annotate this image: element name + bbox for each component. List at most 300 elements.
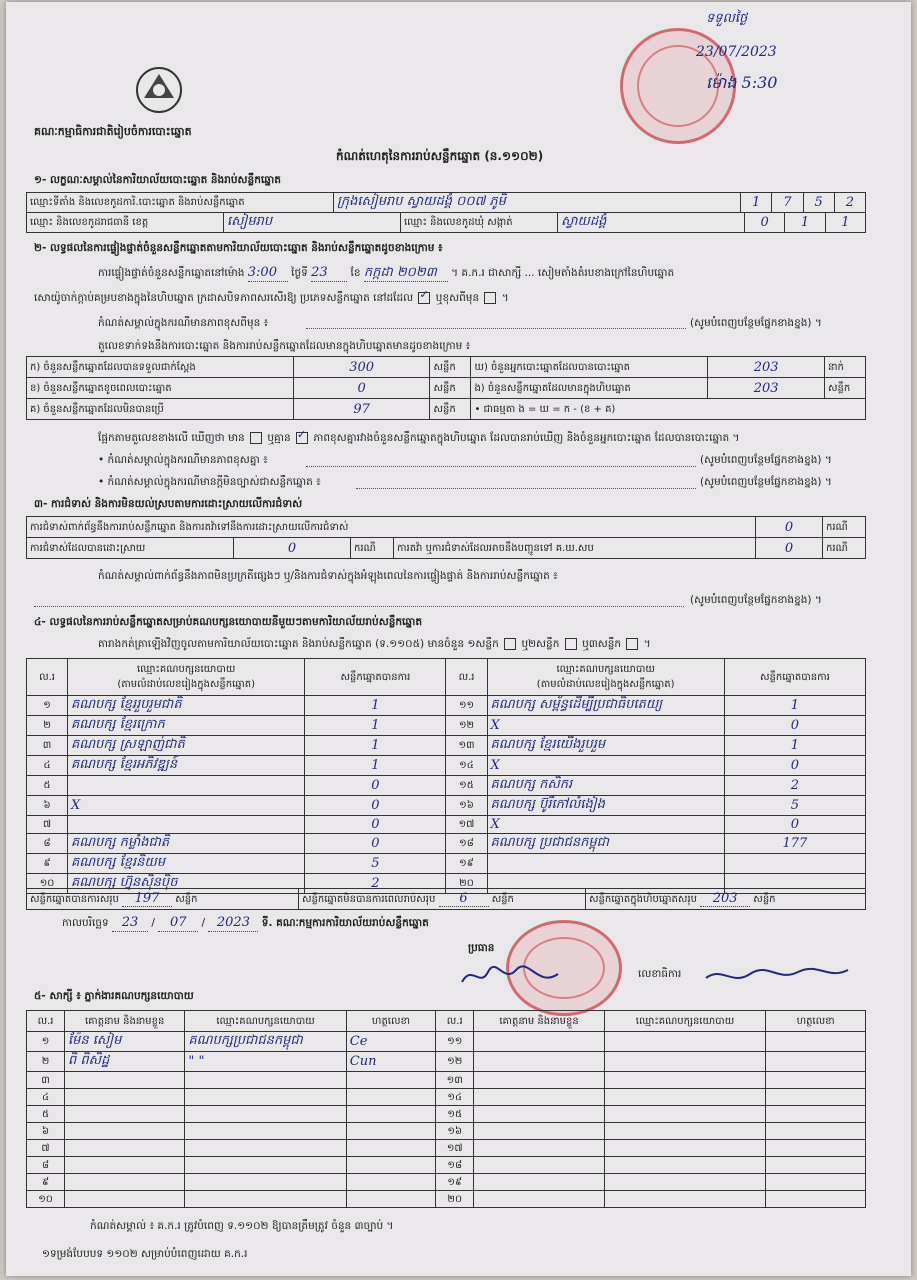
witness-party bbox=[604, 1032, 765, 1052]
party-no: ១៥ bbox=[446, 776, 487, 796]
footer-form: ១ទម្រង់បែបបទ ១១០២ សម្រាប់បំពេញដោយ គ.ក.រ bbox=[42, 1248, 248, 1260]
party-no: ៥ bbox=[27, 776, 68, 796]
witness-no: ២០ bbox=[436, 1191, 474, 1208]
witness-party bbox=[185, 1089, 346, 1106]
spoiled-value: 0 bbox=[293, 378, 430, 399]
votes-row bbox=[27, 816, 866, 834]
witness-party bbox=[185, 1191, 346, 1208]
witness-no: ៨ bbox=[27, 1157, 65, 1174]
counts-row bbox=[27, 357, 866, 378]
witness-no: ១៥ bbox=[436, 1106, 474, 1123]
witness-signature bbox=[766, 1072, 866, 1089]
party-votes: 5 bbox=[724, 796, 865, 816]
votes-row bbox=[27, 716, 866, 736]
party-no: ១៣ bbox=[446, 736, 487, 756]
witness-no: ១៧ bbox=[436, 1140, 474, 1157]
party-name: គណបក្ស កសិករ bbox=[487, 776, 724, 796]
s2-note1-line bbox=[306, 328, 686, 329]
party-name bbox=[487, 854, 724, 874]
two-sheets-checkbox[interactable] bbox=[565, 638, 577, 650]
witness-name bbox=[65, 1089, 185, 1106]
witness-signature bbox=[346, 1123, 435, 1140]
objections-label: ការជំទាស់ពាក់ព័ន្ធនឹងការរាប់សន្លឹកឆ្នោត និងការតវ៉ាទៅនឹងការដោះស្រាយលើការជំទាស់ bbox=[27, 517, 756, 538]
commune-label: ឈ្មោះ និងលេខកូដឃុំ សង្កាត់ bbox=[401, 213, 558, 233]
witness-header-row bbox=[27, 1011, 866, 1032]
witness-no: ៧ bbox=[27, 1140, 65, 1157]
party-no: ៩ bbox=[27, 854, 68, 874]
party-name: គណបក្ស ប្រជាជនកម្ពុជា bbox=[487, 834, 724, 854]
party-votes: 1 bbox=[305, 756, 446, 776]
counts-table bbox=[26, 356, 866, 420]
witness-row bbox=[27, 1032, 866, 1052]
s2-line1-b: ថ្ងៃទី bbox=[291, 267, 308, 279]
party-no: ៣ bbox=[27, 736, 68, 756]
party-name: គណបក្ស ស្រឡាញ់ជាតិ bbox=[68, 736, 305, 756]
party-votes: 0 bbox=[724, 756, 865, 776]
date-year: 2023 bbox=[208, 916, 258, 932]
party-name: X bbox=[487, 716, 724, 736]
party-name: គណបក្ស ហ្វ៊ុនស៊ិនប៉ិច bbox=[68, 874, 305, 894]
votes-row bbox=[27, 776, 866, 796]
party-name: X bbox=[487, 756, 724, 776]
s3-note: កំណត់សម្គាល់ពាក់ព័ន្ធនឹងភាពមិនប្រក្រតីផ្សេងៗ ឬ/និងការជំទាស់ក្នុងអំឡុងពេលនៃការផ្ទៀងផ្ទាត់ និងការរាប់សន្លឹកឆ្នោត ៖ bbox=[98, 570, 558, 582]
received-note: ទទួលថ្ងៃ bbox=[706, 11, 748, 26]
witness-row bbox=[27, 1052, 866, 1072]
party-no: ១៦ bbox=[446, 796, 487, 816]
witness-no: ១០ bbox=[27, 1191, 65, 1208]
votes-header-row bbox=[27, 659, 866, 696]
party-votes: 1 bbox=[305, 716, 446, 736]
section-1-heading: ១- លក្ខណៈសម្គាល់នៃការិយាល័យបោះឆ្នោត និងរាប់សន្លឹកឆ្នោត bbox=[34, 174, 281, 186]
party-no: ១០ bbox=[27, 874, 68, 894]
col-sign: ហត្ថលេខា bbox=[346, 1011, 435, 1032]
party-name bbox=[68, 776, 305, 796]
s2-note1: កំណត់សម្គាល់ក្នុងករណីមានភាពខុសពីមុន ៖ bbox=[98, 317, 269, 329]
s3-hint: (សូមបំពេញបន្ថែមផ្នែកខាងខ្នង) ។ bbox=[690, 594, 822, 606]
s2-after-b: ឬគ្មាន bbox=[267, 432, 291, 444]
s2-bullet1: • កំណត់សម្គាល់ក្នុងករណីមានភាពខុសគ្នា ៖ bbox=[98, 454, 268, 466]
counts-row bbox=[27, 399, 866, 420]
code-digit: 5 bbox=[803, 193, 834, 213]
form-title: កំណត់ហេតុនៃការរាប់សន្លឹកឆ្នោត (ន.១១០២) bbox=[336, 149, 544, 163]
s2-after bbox=[98, 432, 739, 444]
party-no: ២ bbox=[27, 716, 68, 736]
col-party: ឈ្មោះគណបក្សនយោបាយ bbox=[185, 1011, 346, 1032]
witness-signature bbox=[766, 1191, 866, 1208]
total-box-value: 203 bbox=[700, 891, 750, 907]
party-no: ២០ bbox=[446, 874, 487, 894]
witness-signature bbox=[766, 1032, 866, 1052]
col-no: ល.រ bbox=[446, 659, 487, 696]
party-no: ៨ bbox=[27, 834, 68, 854]
col-no: ល.រ bbox=[27, 659, 68, 696]
commune-code-digit: 1 bbox=[785, 213, 825, 233]
code-digit: 2 bbox=[834, 193, 865, 213]
witness-party bbox=[604, 1157, 765, 1174]
party-name: គណបក្ស ខ្មែរអភិវឌ្ឍន៍ bbox=[68, 756, 305, 776]
counts-row bbox=[27, 378, 866, 399]
unit: សន្លឹក bbox=[491, 894, 514, 905]
witness-row bbox=[27, 1140, 866, 1157]
unused-label: គ) ចំនួនសន្លឹកឆ្នោតដែលមិនបានប្រើ bbox=[27, 399, 294, 420]
col-party-title: ឈ្មោះគណបក្សនយោបាយ bbox=[136, 664, 236, 675]
totals-table bbox=[26, 888, 866, 910]
party-name: គណបក្ស ខ្មែរយើងរួបរួម bbox=[487, 736, 724, 756]
witness-signature bbox=[346, 1157, 435, 1174]
witness-no: ១២ bbox=[436, 1052, 474, 1072]
location-label: ឈ្មោះទីតាំង និងលេខកូដការិ.បោះឆ្នោត និងរាប់សន្លឹកឆ្នោត bbox=[27, 193, 334, 213]
witness-row bbox=[27, 1123, 866, 1140]
witness-party bbox=[185, 1174, 346, 1191]
col-party-sub: (តាមលំដាប់លេខរៀងក្នុងសន្លឹកឆ្នោត) bbox=[536, 679, 675, 690]
s2-line1-d: ។ គ.ក.រ ជាសាក្សី ... សៀមតាំងតំរបខាងក្រៅនៃហិបឆ្នោត bbox=[451, 267, 675, 279]
unused-value: 97 bbox=[293, 399, 430, 420]
same-checkbox[interactable] bbox=[418, 292, 430, 304]
s4-sub-b: ឬ២សន្លឹក bbox=[521, 638, 560, 650]
party-no: ១៨ bbox=[446, 834, 487, 854]
witness-signature bbox=[766, 1089, 866, 1106]
totals-invalid bbox=[299, 889, 586, 910]
party-no: ១៧ bbox=[446, 816, 487, 834]
party-no: ៧ bbox=[27, 816, 68, 834]
col-name: គោត្តនាម និងនាមខ្លួន bbox=[65, 1011, 185, 1032]
s2-hint: (សូមបំពេញបន្ថែមផ្នែកខាងខ្នង) ។ bbox=[690, 317, 822, 329]
resolved-value: 0 bbox=[234, 538, 351, 559]
witness-signature bbox=[766, 1140, 866, 1157]
no-checkbox[interactable] bbox=[296, 432, 308, 444]
witness-party bbox=[185, 1157, 346, 1174]
s2-line2-text: សោយ៉ូចាក់ក្ដាប់គម្របខាងក្នុងនៃហិបឆ្នោត ក្រដាសបិទភាពសរសើរឱ្យ ប្រភេទសន្លឹកឆ្នោត នៅដដែល bbox=[34, 292, 414, 304]
witness-party: " " bbox=[185, 1052, 346, 1072]
voters-label: ឃ) ចំនួនអ្នកបោះឆ្នោតដែលបានបោះឆ្នោត bbox=[471, 357, 708, 378]
s2-bullet1-line bbox=[306, 466, 696, 467]
count-month-year: កក្កដា ២០២៣ bbox=[364, 266, 448, 282]
emblem-icon bbox=[130, 64, 188, 120]
witness-name bbox=[474, 1140, 605, 1157]
witness-party bbox=[604, 1106, 765, 1123]
commune-value: ស្វាយដង្គំ bbox=[558, 213, 745, 233]
party-no: ១១ bbox=[446, 696, 487, 716]
ballots-in-box-value: 203 bbox=[708, 378, 825, 399]
witness-no: ៦ bbox=[27, 1123, 65, 1140]
col-party bbox=[487, 659, 724, 696]
witness-signature bbox=[346, 1191, 435, 1208]
s2-note2: តួលេខទាក់ទងនឹងការបោះឆ្នោត និងការរាប់សន្លឹកឆ្នោតដែលមានក្នុងហិបឆ្នោតមានដូចខាងក្រោម ៖ bbox=[98, 340, 471, 352]
party-votes: 0 bbox=[305, 834, 446, 854]
col-party-title: ឈ្មោះគណបក្សនយោបាយ bbox=[556, 664, 655, 675]
section-3-heading: ៣- ការជំទាស់ និងការមិនយល់ស្របតាមការដោះស្រាយលើការជំទាស់ bbox=[34, 498, 303, 510]
party-name: គណបក្ស ខ្មែរនិយម bbox=[68, 854, 305, 874]
witness-no: ១៦ bbox=[436, 1123, 474, 1140]
total-valid-label: សន្លឹកឆ្នោតបានការសរុប bbox=[30, 894, 119, 905]
yes-checkbox[interactable] bbox=[250, 432, 262, 444]
different-checkbox[interactable] bbox=[484, 292, 496, 304]
party-votes: 1 bbox=[724, 696, 865, 716]
witness-name: ពិ ពិសិដ្ឋ bbox=[65, 1052, 185, 1072]
province-label: ឈ្មោះ និងលេខកូដរាជធានី ខេត្ត bbox=[27, 213, 224, 233]
ballots-in-box-label: ង) ចំនួនសន្លឹកឆ្នោតដែលមានក្នុងហិបឆ្នោត bbox=[471, 378, 708, 399]
witness-signature bbox=[766, 1174, 866, 1191]
formula-note: • ជាធម្មតា ង = ឃ = ក - (ខ + គ) bbox=[471, 399, 866, 420]
votes-row bbox=[27, 696, 866, 716]
party-votes: 0 bbox=[724, 816, 865, 834]
received-value: 300 bbox=[293, 357, 430, 378]
col-no: ល.រ bbox=[436, 1011, 474, 1032]
chief-label: ប្រធាន bbox=[468, 942, 495, 954]
witness-name bbox=[65, 1072, 185, 1089]
col-party: ឈ្មោះគណបក្សនយោបាយ bbox=[604, 1011, 765, 1032]
party-votes: 1 bbox=[724, 736, 865, 756]
code-digit: 1 bbox=[741, 193, 772, 213]
votes-row bbox=[27, 834, 866, 854]
document-page bbox=[6, 2, 911, 1276]
three-sheets-checkbox[interactable] bbox=[626, 638, 638, 650]
party-votes: 1 bbox=[305, 696, 446, 716]
spoiled-label: ខ) ចំនួនសន្លឹកឆ្នោតខូចពេលបោះឆ្នោត bbox=[27, 378, 294, 399]
objections-value: 0 bbox=[756, 517, 823, 538]
unit: នាក់ bbox=[825, 357, 866, 378]
totals-box bbox=[586, 889, 866, 910]
unit: ករណី bbox=[823, 517, 866, 538]
received-label: ក) ចំនួនសន្លឹកឆ្នោតដែលបានទទួលជាក់ស្ដែង bbox=[27, 357, 294, 378]
col-sign: ហត្ថលេខា bbox=[766, 1011, 866, 1032]
witness-name bbox=[65, 1123, 185, 1140]
unit: សន្លឹក bbox=[753, 894, 776, 905]
witness-table bbox=[26, 1010, 866, 1208]
witness-signature bbox=[766, 1157, 866, 1174]
witness-name bbox=[474, 1032, 605, 1052]
witness-row bbox=[27, 1089, 866, 1106]
witness-signature bbox=[346, 1140, 435, 1157]
witness-name bbox=[474, 1157, 605, 1174]
witness-signature bbox=[346, 1089, 435, 1106]
witness-no: ១ bbox=[27, 1032, 65, 1052]
witness-party: គណបក្សប្រជាជនកម្ពុជា bbox=[185, 1032, 346, 1052]
party-no: ១៤ bbox=[446, 756, 487, 776]
total-invalid-label: សន្លឹកឆ្នោតមិនបានការពេលរាប់សរុប bbox=[302, 894, 436, 905]
total-valid-value: 197 bbox=[122, 891, 172, 907]
section-5-heading: ៥- សាក្សី ៖ ភ្នាក់ងារគណបក្សនយោបាយ bbox=[34, 990, 194, 1002]
s2-line1-a: ការផ្ទៀងផ្ទាត់ចំនួនសន្លឹកឆ្នោតនៅម៉ោង bbox=[98, 267, 245, 279]
party-votes: 2 bbox=[724, 776, 865, 796]
party-name: គណបក្ស ខ្មែររួបរួមជាតិ bbox=[68, 696, 305, 716]
date-month: 07 bbox=[158, 916, 198, 932]
party-votes: 1 bbox=[305, 736, 446, 756]
party-votes bbox=[724, 854, 865, 874]
party-votes: 0 bbox=[305, 796, 446, 816]
org-name: គណៈកម្មាធិការជាតិរៀបចំការបោះឆ្នោត bbox=[34, 125, 192, 138]
witness-name bbox=[474, 1174, 605, 1191]
party-name: គណបក្ស សម្ព័ន្ធដើម្បីប្រជាធិបតេយ្យ bbox=[487, 696, 724, 716]
witness-signature bbox=[346, 1072, 435, 1089]
witness-signature bbox=[766, 1123, 866, 1140]
s2-bullet1-hint: (សូមបំពេញបន្ថែមផ្នែកខាងខ្នង) ។ bbox=[700, 454, 832, 466]
witness-party bbox=[185, 1072, 346, 1089]
s2-after-c: ភាពខុសគ្នារវាងចំនួនសន្លឹកឆ្នោតក្នុងហិបឆ្នោត ដែលបានរាប់ឃើញ និងចំនួនអ្នកបោះឆ្នោត ដែលបានបោះឆ្នោត ។ bbox=[313, 432, 740, 444]
votes-row bbox=[27, 736, 866, 756]
party-name: គណបក្ស ខ្មែរក្រោក bbox=[68, 716, 305, 736]
unit: សន្លឹក bbox=[175, 894, 198, 905]
s2-line1 bbox=[98, 266, 674, 282]
witness-no: ៣ bbox=[27, 1072, 65, 1089]
votes-row bbox=[27, 756, 866, 776]
forwarded-label: ការតវ៉ា ឬការជំទាស់ដែលអាចនឹងបញ្ជូនទៅ គ.ឃ.សប bbox=[394, 538, 756, 559]
s4-sub: តារាងកត់ត្រាឡើងវិញចូលតាមការិយាល័យបោះឆ្នោត និងរាប់សន្លឹកឆ្នោត (ទ.១១០៥) មានចំនួន ១សន្លឹក ឬ២សន្លឹក ឬ៣សន្លឹក ។ bbox=[98, 638, 651, 650]
count-time: 3:00 bbox=[248, 266, 288, 282]
witness-name bbox=[474, 1191, 605, 1208]
party-votes: 0 bbox=[305, 776, 446, 796]
witness-party bbox=[604, 1191, 765, 1208]
col-votes: សន្លឹកឆ្នោតបានការ bbox=[724, 659, 865, 696]
witness-party bbox=[604, 1174, 765, 1191]
witness-name bbox=[474, 1106, 605, 1123]
witness-signature bbox=[766, 1106, 866, 1123]
party-no: ១៩ bbox=[446, 854, 487, 874]
location-value: ក្រុងសៀមរាប ស្វាយដង្គំ ០០៧ ភូមិ bbox=[334, 193, 741, 213]
voters-value: 203 bbox=[708, 357, 825, 378]
party-votes: 0 bbox=[305, 816, 446, 834]
party-no: ១២ bbox=[446, 716, 487, 736]
s2-line2: សោយ៉ូចាក់ក្ដាប់គម្របខាងក្នុងនៃហិបឆ្នោត ក្រដាសបិទភាពសរសើរឱ្យ ប្រភេទសន្លឹកឆ្នោត នៅដដែល ✓ ឬខុសពីមុន ។ bbox=[34, 292, 509, 304]
section-1-table bbox=[26, 192, 866, 213]
chief-signature bbox=[458, 958, 568, 998]
party-name: X bbox=[487, 816, 724, 834]
s2-bullet2-hint: (សូមបំពេញបន្ថែមផ្នែកខាងខ្នង) ។ bbox=[700, 476, 832, 488]
witness-party bbox=[604, 1123, 765, 1140]
col-party bbox=[68, 659, 305, 696]
date-label: កាលបរិច្ឆេទ bbox=[62, 917, 109, 929]
unit: ករណី bbox=[351, 538, 394, 559]
witness-no: ១៤ bbox=[436, 1089, 474, 1106]
witness-signature bbox=[766, 1052, 866, 1072]
party-name: X bbox=[68, 796, 305, 816]
witness-signature bbox=[346, 1174, 435, 1191]
section-2-heading: ២- លទ្ធផលនៃការផ្ទៀងផ្ទាត់ចំនួនសន្លឹកឆ្នោតតាមការិយាល័យបោះឆ្នោត និងរាប់សន្លឹកឆ្នោតដូចខាងក្រោម ៖ bbox=[34, 242, 443, 254]
party-votes: 5 bbox=[305, 854, 446, 874]
votes-row bbox=[27, 854, 866, 874]
unit: សន្លឹក bbox=[430, 357, 471, 378]
votes-row bbox=[27, 796, 866, 816]
unit: សន្លឹក bbox=[825, 378, 866, 399]
province-value: សៀមរាប bbox=[224, 213, 401, 233]
witness-signature: Cun bbox=[346, 1052, 435, 1072]
unit: សន្លឹក bbox=[430, 378, 471, 399]
witness-name bbox=[65, 1106, 185, 1123]
witness-name bbox=[474, 1072, 605, 1089]
witness-party bbox=[604, 1052, 765, 1072]
witness-no: ១៣ bbox=[436, 1072, 474, 1089]
witness-name bbox=[65, 1191, 185, 1208]
party-name bbox=[68, 816, 305, 834]
objections-table bbox=[26, 516, 866, 559]
count-day: 23 bbox=[311, 266, 347, 282]
witness-row bbox=[27, 1106, 866, 1123]
s4-sub-c: ឬ៣សន្លឹក bbox=[582, 638, 622, 650]
s4-sub-a: តារាងកត់ត្រាឡើងវិញចូលតាមការិយាល័យបោះឆ្នោត និងរាប់សន្លឹកឆ្នោត (ទ.១១០៥) មានចំនួន ១សន្លឹក bbox=[98, 638, 499, 650]
witness-no: ១១ bbox=[436, 1032, 474, 1052]
col-votes: សន្លឹកឆ្នោតបានការ bbox=[305, 659, 446, 696]
s2-line1-c: ខែ bbox=[350, 267, 361, 279]
footer-note: កំណត់សម្គាល់ ៖ គ.ក.រ ត្រូវបំពេញ ទ.១១០២ ឱ្យបានត្រឹមត្រូវ ចំនួន ៣ច្បាប់ ។ bbox=[90, 1220, 394, 1232]
s2-bullet2: • កំណត់សម្គាល់ក្នុងករណីមានក្ដីមិនច្បាស់ជាសន្លឹកឆ្នោត ៖ bbox=[98, 476, 321, 488]
party-votes: 0 bbox=[724, 716, 865, 736]
witness-no: ៥ bbox=[27, 1106, 65, 1123]
witness-no: ១៨ bbox=[436, 1157, 474, 1174]
party-votes: 177 bbox=[724, 834, 865, 854]
witness-party bbox=[185, 1123, 346, 1140]
witness-row bbox=[27, 1157, 866, 1174]
s3-note-line bbox=[34, 606, 684, 607]
unit: ករណី bbox=[823, 538, 866, 559]
witness-name bbox=[474, 1123, 605, 1140]
date-line: កាលបរិច្ឆេទ 23 / 07 / 2023 ទី. គណៈកម្មការការិយាល័យរាប់សន្លឹកឆ្នោត bbox=[62, 915, 429, 930]
witness-no: ៤ bbox=[27, 1089, 65, 1106]
witness-name bbox=[474, 1089, 605, 1106]
date-day: 23 bbox=[112, 916, 148, 932]
votes-table bbox=[26, 658, 866, 894]
unit: សន្លឹក bbox=[430, 399, 471, 420]
committee-label: ទី. គណៈកម្មការការិយាល័យរាប់សន្លឹកឆ្នោត bbox=[261, 917, 429, 929]
witness-party bbox=[185, 1140, 346, 1157]
resolved-label: ការជំទាស់ដែលបានដោះស្រាយ bbox=[27, 538, 234, 559]
section-4-heading: ៤- លទ្ធផលនៃការរាប់សន្លឹកឆ្នោតសម្រាប់គណបក្សនយោបាយនីមួយៗតាមការិយាល័យរាប់សន្លឹកឆ្នោត bbox=[34, 616, 423, 628]
s2-bullet2-line bbox=[356, 488, 696, 489]
party-votes: 2 bbox=[305, 874, 446, 894]
witness-row bbox=[27, 1191, 866, 1208]
party-name: គណបក្ស ប៊ូរីកៅលំងៀង bbox=[487, 796, 724, 816]
s2-line2-b: ឬខុសពីមុន bbox=[435, 292, 480, 304]
received-date: 23/07/2023 bbox=[696, 44, 777, 60]
col-no: ល.រ bbox=[27, 1011, 65, 1032]
commune-code-digit: 0 bbox=[745, 213, 785, 233]
witness-row bbox=[27, 1072, 866, 1089]
code-digit: 7 bbox=[772, 193, 803, 213]
one-sheet-checkbox[interactable] bbox=[504, 638, 516, 650]
total-invalid-value: 6 bbox=[439, 891, 489, 907]
col-party-sub: (តាមលំដាប់លេខរៀងក្នុងសន្លឹកឆ្នោត) bbox=[117, 679, 256, 690]
witness-no: ៩ bbox=[27, 1174, 65, 1191]
party-no: ៦ bbox=[27, 796, 68, 816]
s2-after-a: ផ្អែកតាមតួលេខខាងលើ ឃើញថា មាន bbox=[98, 432, 245, 444]
witness-no: ២ bbox=[27, 1052, 65, 1072]
witness-signature: Ce bbox=[346, 1032, 435, 1052]
secretary-signature bbox=[702, 960, 852, 994]
witness-name: ម៉ែន សៀម bbox=[65, 1032, 185, 1052]
forwarded-value: 0 bbox=[756, 538, 823, 559]
received-time: ម៉ោង 5:30 bbox=[706, 73, 778, 92]
party-name: គណបក្ស កម្លាំងជាតិ bbox=[68, 834, 305, 854]
total-box-label: សន្លឹកឆ្នោតក្នុងហិបឆ្នោតសរុប bbox=[589, 894, 697, 905]
witness-name bbox=[65, 1157, 185, 1174]
witness-party bbox=[604, 1072, 765, 1089]
witness-name bbox=[65, 1174, 185, 1191]
witness-row bbox=[27, 1174, 866, 1191]
witness-no: ១៩ bbox=[436, 1174, 474, 1191]
totals-valid bbox=[27, 889, 299, 910]
secretary-label: លេខាធិការ bbox=[638, 968, 682, 980]
witness-party bbox=[604, 1140, 765, 1157]
witness-party bbox=[185, 1106, 346, 1123]
witness-signature bbox=[346, 1106, 435, 1123]
witness-name bbox=[474, 1052, 605, 1072]
col-name: គោត្តនាម និងនាមខ្លួន bbox=[474, 1011, 605, 1032]
witness-name bbox=[65, 1140, 185, 1157]
witness-party bbox=[604, 1089, 765, 1106]
party-no: ៤ bbox=[27, 756, 68, 776]
party-no: ១ bbox=[27, 696, 68, 716]
commune-code-digit: 1 bbox=[825, 213, 865, 233]
section-1-table-2 bbox=[26, 212, 866, 233]
